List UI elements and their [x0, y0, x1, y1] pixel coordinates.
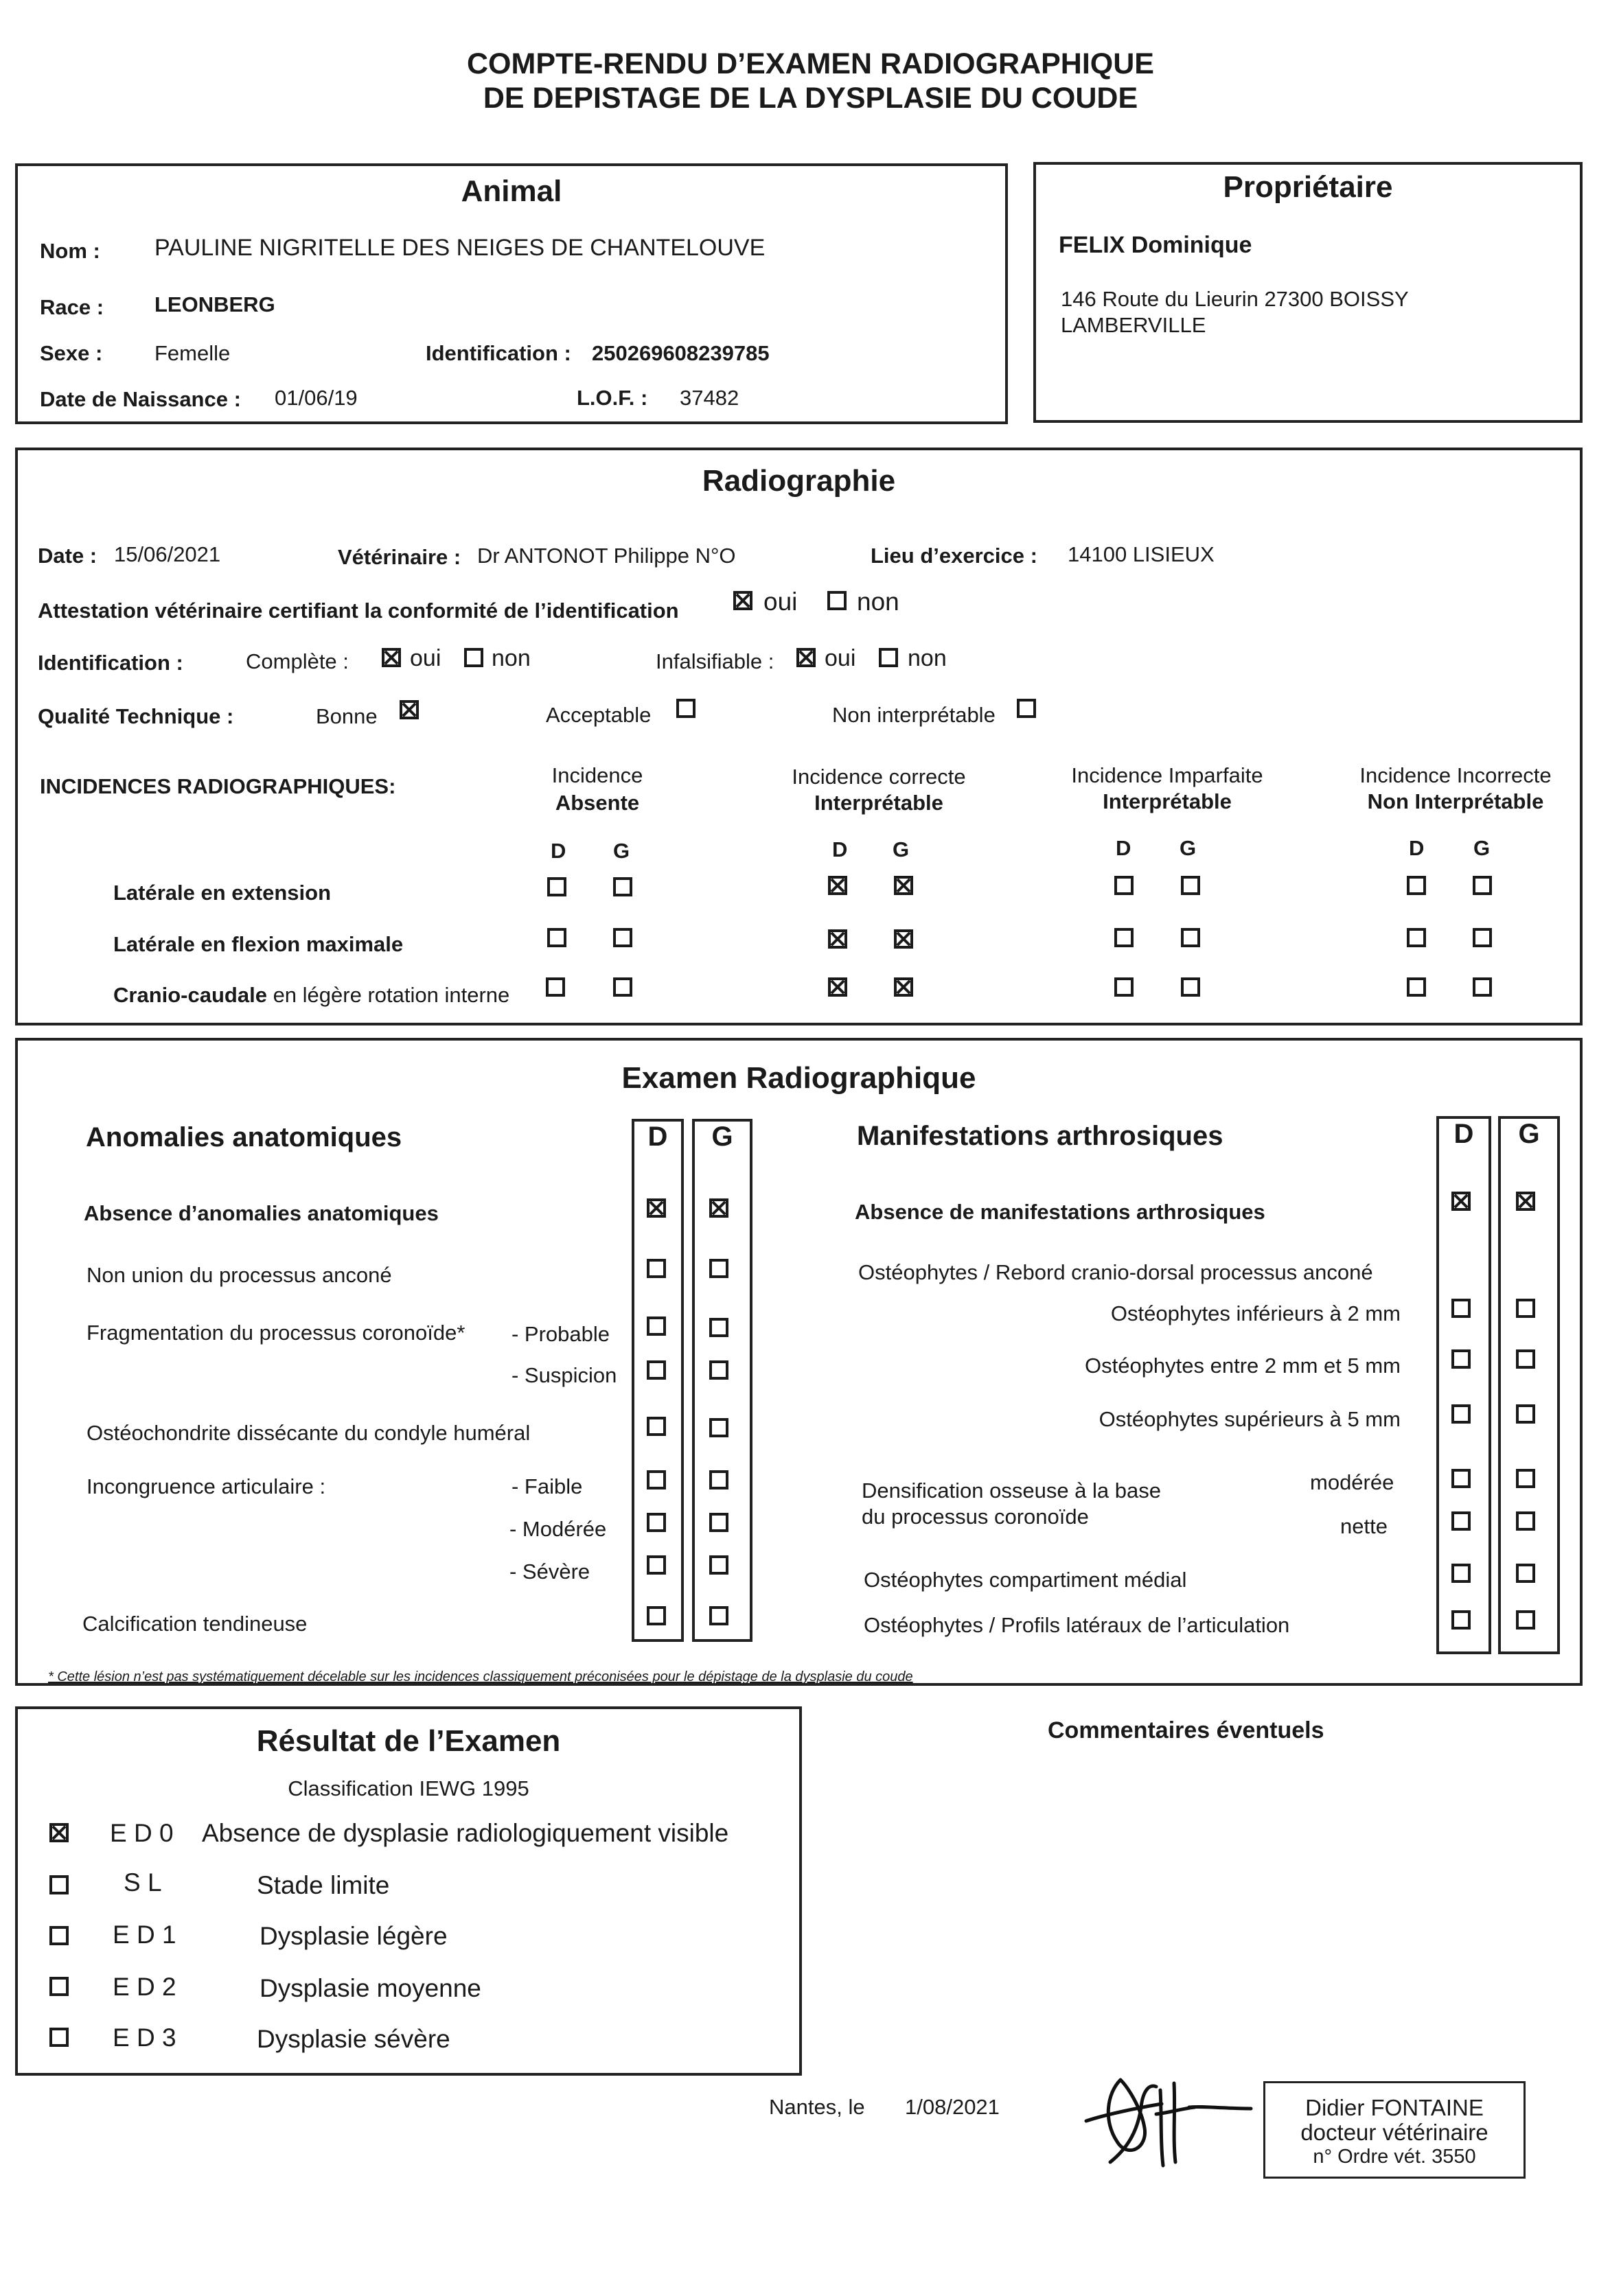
infalsifiable-oui-label: oui	[825, 645, 856, 671]
identification-radio-label: Identification :	[38, 651, 183, 675]
densification-label-line2: du processus coronoïde	[862, 1505, 1089, 1529]
osteophytes-sup5-d-checkbox[interactable]	[1451, 1404, 1471, 1424]
fragmentation-suspicion-g-checkbox[interactable]	[709, 1360, 728, 1380]
ed0-checkbox[interactable]	[49, 1823, 69, 1842]
calcification-d-checkbox[interactable]	[647, 1606, 666, 1625]
densification-nette-d-checkbox[interactable]	[1451, 1511, 1471, 1531]
sl-label: Stade limite	[257, 1871, 390, 1899]
stamp-line3: n° Ordre vét. 3550	[1313, 2146, 1476, 2168]
cranio-absente-d-checkbox[interactable]	[546, 977, 565, 997]
densification-moderee-g-checkbox[interactable]	[1516, 1469, 1535, 1488]
flex-correcte-d-checkbox[interactable]	[828, 929, 847, 949]
radio-date-value: 15/06/2021	[114, 542, 221, 566]
col-absente-line1: Incidence	[551, 763, 643, 787]
cranio-imparfaite-d-checkbox[interactable]	[1114, 977, 1134, 997]
ed2-code: E D 2	[113, 1973, 176, 2001]
identification-value: 250269608239785	[592, 341, 770, 365]
manifestations-d-header: D	[1453, 1119, 1474, 1149]
flex-imparfaite-d-checkbox[interactable]	[1114, 928, 1134, 947]
ed1-checkbox[interactable]	[49, 1926, 69, 1945]
classification-label: Classification IEWG 1995	[288, 1776, 529, 1800]
complete-label: Complète :	[246, 649, 349, 673]
absence-manifestations-label: Absence de manifestations arthrosiques	[855, 1200, 1265, 1224]
flex-correcte-g-checkbox[interactable]	[894, 929, 913, 949]
lieu-value: 14100 LISIEUX	[1068, 542, 1215, 566]
footnote: * Cette lésion n’est pas systématiquement décelable sur les incidences classiquement préconisées pour le dépistage de la dysplasie du coude	[48, 1669, 913, 1684]
flex-incorrecte-g-checkbox[interactable]	[1473, 928, 1492, 947]
probable-label: - Probable	[511, 1322, 610, 1346]
col-incorrecte-d: D	[1409, 836, 1425, 860]
incongruence-moderee-d-checkbox[interactable]	[647, 1513, 666, 1532]
compartiment-d-checkbox[interactable]	[1451, 1564, 1471, 1583]
flex-incorrecte-d-checkbox[interactable]	[1407, 928, 1426, 947]
fragmentation-suspicion-d-checkbox[interactable]	[647, 1360, 666, 1380]
proprietaire-name: FELIX Dominique	[1059, 232, 1252, 258]
qualite-non-interpretable-checkbox[interactable]	[1017, 699, 1036, 718]
col-correcte-line2: Interprétable	[814, 791, 943, 815]
row-cranio-caudale-label: Cranio-caudale en légère rotation interne	[113, 983, 510, 1007]
osteophytes-entre-g-checkbox[interactable]	[1516, 1349, 1535, 1369]
infalsifiable-oui-checkbox[interactable]	[796, 648, 816, 667]
incongruence-faible-d-checkbox[interactable]	[647, 1470, 666, 1489]
incongruence-label: Incongruence articulaire :	[87, 1474, 326, 1498]
col-imparfaite-line2: Interprétable	[1103, 789, 1232, 813]
col-imparfaite-line1: Incidence Imparfaite	[1071, 763, 1263, 787]
densification-nette-label: nette	[1340, 1514, 1388, 1538]
densification-label-line1: Densification osseuse à la base	[862, 1479, 1161, 1503]
manifestations-title: Manifestations arthrosiques	[857, 1121, 1223, 1151]
densification-nette-g-checkbox[interactable]	[1516, 1511, 1535, 1531]
profils-d-checkbox[interactable]	[1451, 1610, 1471, 1630]
ed3-checkbox[interactable]	[49, 2028, 69, 2047]
qualite-acceptable-label: Acceptable	[546, 703, 652, 727]
faible-label: - Faible	[511, 1474, 583, 1498]
attestation-non-checkbox[interactable]	[827, 591, 847, 610]
ed0-label: Absence de dysplasie radiologiquement visible	[202, 1819, 729, 1847]
complete-non-label: non	[492, 645, 531, 671]
ed0-code: E D 0	[110, 1819, 174, 1847]
proprietaire-section-title: Propriétaire	[1223, 170, 1393, 204]
attestation-oui-checkbox[interactable]	[733, 591, 752, 610]
ext-absente-g-checkbox[interactable]	[613, 877, 632, 896]
veterinaire-label: Vétérinaire :	[338, 545, 461, 569]
absence-manifestations-g-checkbox[interactable]	[1516, 1192, 1535, 1211]
stamp-line2: docteur vétérinaire	[1300, 2120, 1488, 2145]
attestation-oui-label: oui	[763, 588, 798, 616]
osteochondrite-label: Ostéochondrite dissécante du condyle huméral	[87, 1421, 531, 1445]
fragmentation-probable-g-checkbox[interactable]	[709, 1318, 728, 1337]
col-absente-line2: Absente	[555, 791, 640, 815]
calcification-label: Calcification tendineuse	[82, 1612, 308, 1636]
sexe-label: Sexe :	[40, 341, 103, 365]
flex-imparfaite-g-checkbox[interactable]	[1181, 928, 1200, 947]
document-title-line1: COMPTE-RENDU D’EXAMEN RADIOGRAPHIQUE	[467, 47, 1154, 80]
ext-absente-d-checkbox[interactable]	[547, 877, 566, 896]
osteophytes-entre-label: Ostéophytes entre 2 mm et 5 mm	[1084, 1354, 1401, 1378]
signature-date: 1/08/2021	[905, 2095, 1000, 2119]
qualite-label: Qualité Technique :	[38, 704, 234, 728]
ext-incorrecte-g-checkbox[interactable]	[1473, 876, 1492, 895]
race-value: LEONBERG	[154, 292, 275, 316]
osteophytes-sup5-label: Ostéophytes supérieurs à 5 mm	[1099, 1407, 1401, 1431]
non-union-g-checkbox[interactable]	[709, 1259, 728, 1278]
anomalies-title: Anomalies anatomiques	[86, 1122, 402, 1152]
absence-anomalies-g-checkbox[interactable]	[709, 1198, 728, 1218]
incongruence-severe-d-checkbox[interactable]	[647, 1555, 666, 1575]
radio-date-label: Date :	[38, 544, 97, 568]
manifestations-g-header: G	[1518, 1119, 1540, 1149]
qualite-bonne-label: Bonne	[316, 704, 378, 728]
col-correcte-d: D	[832, 837, 848, 861]
animal-section-title: Animal	[461, 174, 562, 208]
naissance-label: Date de Naissance :	[40, 387, 241, 411]
lof-label: L.O.F. :	[577, 386, 648, 410]
attestation-non-label: non	[857, 588, 899, 616]
proprietaire-address-line1: 146 Route du Lieurin 27300 BOISSY	[1061, 287, 1409, 311]
cranio-incorrecte-g-checkbox[interactable]	[1473, 977, 1492, 997]
radiographie-section-title: Radiographie	[702, 464, 896, 498]
absence-manifestations-d-checkbox[interactable]	[1451, 1192, 1471, 1211]
suspicion-label: - Suspicion	[511, 1363, 617, 1387]
fragmentation-label: Fragmentation du processus coronoïde*	[87, 1321, 465, 1345]
ed1-label: Dysplasie légère	[260, 1922, 448, 1950]
qualite-acceptable-checkbox[interactable]	[676, 699, 695, 718]
ed1-code: E D 1	[113, 1921, 176, 1949]
incongruence-severe-g-checkbox[interactable]	[709, 1555, 728, 1575]
osteochondrite-g-checkbox[interactable]	[709, 1418, 728, 1437]
cranio-incorrecte-d-checkbox[interactable]	[1407, 977, 1426, 997]
cranio-correcte-g-checkbox[interactable]	[894, 977, 913, 997]
cranio-absente-g-checkbox[interactable]	[613, 977, 632, 997]
anomalies-d-header: D	[647, 1122, 668, 1152]
profils-g-checkbox[interactable]	[1516, 1610, 1535, 1630]
densification-moderee-d-checkbox[interactable]	[1451, 1469, 1471, 1488]
attestation-label: Attestation vétérinaire certifiant la conformité de l’identification	[38, 599, 679, 623]
sl-code: S L	[124, 1868, 162, 1897]
compartiment-g-checkbox[interactable]	[1516, 1564, 1535, 1583]
osteophytes-entre-d-checkbox[interactable]	[1451, 1349, 1471, 1369]
fragmentation-probable-d-checkbox[interactable]	[647, 1317, 666, 1336]
ext-correcte-g-checkbox[interactable]	[894, 876, 913, 895]
densification-moderee-label: modérée	[1310, 1470, 1394, 1494]
absence-anomalies-label: Absence d’anomalies anatomiques	[84, 1201, 439, 1225]
incidences-label: INCIDENCES RADIOGRAPHIQUES:	[40, 774, 396, 798]
infalsifiable-non-checkbox[interactable]	[879, 648, 898, 667]
anomalies-g-header: G	[711, 1122, 733, 1152]
proprietaire-address-line2: LAMBERVILLE	[1061, 313, 1206, 337]
lof-value: 37482	[680, 386, 739, 410]
complete-oui-label: oui	[410, 645, 441, 671]
commentaires-title: Commentaires éventuels	[1048, 1717, 1324, 1743]
non-union-d-checkbox[interactable]	[647, 1259, 666, 1278]
sl-checkbox[interactable]	[49, 1875, 69, 1894]
row-laterale-extension-label: Latérale en extension	[113, 881, 332, 905]
veterinaire-value: Dr ANTONOT Philippe N°O	[477, 544, 736, 568]
complete-oui-checkbox[interactable]	[382, 648, 401, 667]
infalsifiable-label: Infalsifiable :	[656, 649, 774, 673]
osteophytes-rebord-label: Ostéophytes / Rebord cranio-dorsal processus anconé	[858, 1260, 1373, 1284]
cranio-imparfaite-g-checkbox[interactable]	[1181, 977, 1200, 997]
resultat-section-title: Résultat de l’Examen	[256, 1724, 561, 1758]
osteophytes-sup5-g-checkbox[interactable]	[1516, 1404, 1535, 1424]
ed3-label: Dysplasie sévère	[257, 2025, 450, 2053]
ed3-code: E D 3	[113, 2024, 176, 2052]
ext-incorrecte-d-checkbox[interactable]	[1407, 876, 1426, 895]
ed2-label: Dysplasie moyenne	[260, 1974, 481, 2002]
stamp-line1: Didier FONTAINE	[1305, 2095, 1484, 2120]
col-incorrecte-g: G	[1473, 836, 1491, 860]
sexe-value: Femelle	[154, 341, 231, 365]
col-correcte-line1: Incidence correcte	[792, 765, 966, 789]
flex-absente-d-checkbox[interactable]	[547, 928, 566, 947]
col-absente-d: D	[551, 839, 566, 863]
naissance-value: 01/06/19	[275, 386, 358, 410]
ext-imparfaite-g-checkbox[interactable]	[1181, 876, 1200, 895]
osteophytes-inf2-d-checkbox[interactable]	[1451, 1299, 1471, 1318]
ed2-checkbox[interactable]	[49, 1977, 69, 1996]
profils-label: Ostéophytes / Profils latéraux de l’articulation	[864, 1613, 1290, 1637]
non-union-label: Non union du processus anconé	[87, 1263, 392, 1287]
incongruence-faible-g-checkbox[interactable]	[709, 1470, 728, 1489]
ext-imparfaite-d-checkbox[interactable]	[1114, 876, 1134, 895]
flex-absente-g-checkbox[interactable]	[613, 928, 632, 947]
examen-section-title: Examen Radiographique	[621, 1061, 976, 1095]
signature-place: Nantes, le	[769, 2095, 865, 2119]
infalsifiable-non-label: non	[908, 645, 947, 671]
col-absente-g: G	[613, 839, 630, 863]
moderee-label: - Modérée	[509, 1517, 607, 1541]
osteophytes-inf2-g-checkbox[interactable]	[1516, 1299, 1535, 1318]
incongruence-moderee-g-checkbox[interactable]	[709, 1513, 728, 1532]
lieu-label: Lieu d’exercice :	[871, 544, 1037, 568]
handwritten-signature	[1079, 2066, 1258, 2169]
ext-correcte-d-checkbox[interactable]	[828, 876, 847, 895]
compartiment-label: Ostéophytes compartiment médial	[864, 1568, 1187, 1592]
col-incorrecte-line1: Incidence Incorrecte	[1359, 763, 1552, 787]
absence-anomalies-d-checkbox[interactable]	[647, 1198, 666, 1218]
col-imparfaite-d: D	[1116, 836, 1131, 860]
complete-non-checkbox[interactable]	[464, 648, 483, 667]
severe-label: - Sévère	[509, 1559, 590, 1584]
cranio-correcte-d-checkbox[interactable]	[828, 977, 847, 997]
document-title-line2: DE DEPISTAGE DE LA DYSPLASIE DU COUDE	[483, 82, 1138, 115]
col-correcte-g: G	[893, 837, 910, 861]
col-imparfaite-g: G	[1180, 836, 1197, 860]
calcification-g-checkbox[interactable]	[709, 1606, 728, 1625]
identification-label: Identification :	[426, 341, 571, 365]
osteophytes-inf2-label: Ostéophytes inférieurs à 2 mm	[1110, 1301, 1401, 1325]
col-incorrecte-line2: Non Interprétable	[1367, 789, 1544, 813]
osteochondrite-d-checkbox[interactable]	[647, 1417, 666, 1436]
nom-label: Nom :	[40, 239, 100, 263]
qualite-non-interpretable-label: Non interprétable	[832, 703, 996, 727]
qualite-bonne-checkbox[interactable]	[400, 700, 419, 719]
row-laterale-flexion-label: Latérale en flexion maximale	[113, 932, 404, 956]
race-label: Race :	[40, 295, 104, 319]
nom-value: PAULINE NIGRITELLE DES NEIGES DE CHANTELOUVE	[154, 235, 766, 261]
